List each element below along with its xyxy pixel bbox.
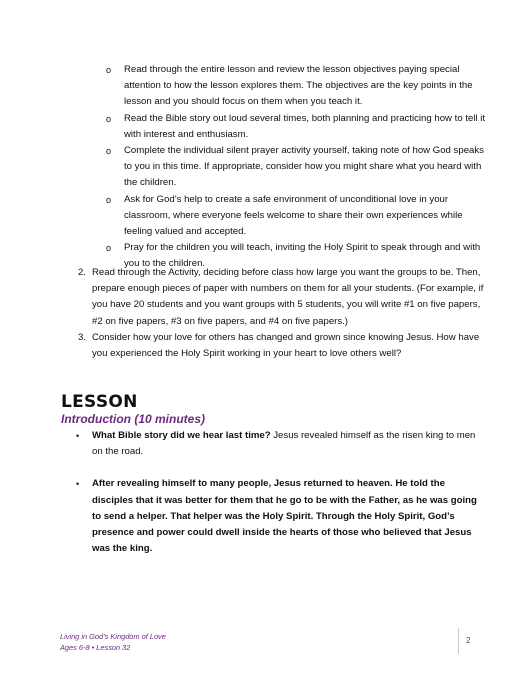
lesson-heading: LESSON — [61, 392, 138, 412]
bullet-list-item: • After revealing himself to many people, Jesus returned to heaven. He told the disciples that it was better for them that he go to be with the Father, as he was going to send a helper. That helper was the Holy Spirit. Through the Holy Spirit, God’s presence and power could dwell inside the hearts of those who believed that Jesus was the king. — [76, 478, 477, 555]
hollow-bullet-icon: o — [106, 65, 112, 75]
introduction-bullet-list — [76, 428, 488, 557]
numbered-list-item: 2. Read through the Activity, deciding before class how large you want the groups to be. Then, prepare enough pieces of paper with numbers on them for all your students. (For example, if you have 20 students and you want groups with 5 students, you will write #1 on five papers, #2 on five papers, #3 on five papers, and #4 on five papers.) — [78, 267, 484, 327]
footer-divider — [458, 628, 459, 654]
preparation-sub-list — [104, 62, 486, 273]
bullet-icon: • — [76, 431, 80, 441]
page-footer — [60, 632, 166, 653]
hollow-bullet-icon: o — [106, 243, 112, 254]
hollow-bullet-icon: o — [106, 194, 112, 205]
bullet-list-item: • What Bible story did we hear last time? Jesus revealed himself as the risen king to men on the road. — [76, 430, 476, 458]
sub-list-item: o Pray for the children you will teach, inviting the Holy Spirit to speak through and with you to the children. — [106, 242, 481, 270]
sub-list-item: o Read through the entire lesson and review the lesson objectives paying special attention to how the lesson explores them. The objectives are the key points in the lesson and you should focus on them when you teach it. — [106, 64, 473, 108]
sub-list-item: o Read the Bible story out loud several times, both planning and practicing how to tell it with interest and enthusiasm. — [106, 112, 486, 140]
footer-course-title: Living in God’s Kingdom of Love — [60, 632, 166, 641]
sub-list-item: o Complete the individual silent prayer activity yourself, taking note of how God speaks to you in this time. If appropriate, consider how you might share what you heard with the children. — [106, 145, 484, 189]
page-number: 2 — [466, 636, 471, 645]
introduction-subheading: Introduction (10 minutes) — [61, 412, 205, 426]
preparation-numbered-list — [74, 265, 488, 362]
bullet-icon: • — [76, 479, 80, 490]
hollow-bullet-icon: o — [106, 146, 112, 157]
list-number: 3. — [78, 331, 87, 343]
hollow-bullet-icon: o — [106, 113, 112, 124]
list-number: 2. — [78, 267, 87, 278]
numbered-list-item: 3. Consider how your love for others has changed and grown since knowing Jesus. How have you experienced the Holy Spirit working in your heart to love others well? — [78, 331, 480, 360]
sub-list-item: o Ask for God’s help to create a safe environment of unconditional love in your classroom, where everyone feels welcome to share their own experiences while feeling valued and accepted. — [106, 193, 463, 238]
footer-lesson-info: Ages 6-8 • Lesson 32 — [60, 642, 131, 652]
